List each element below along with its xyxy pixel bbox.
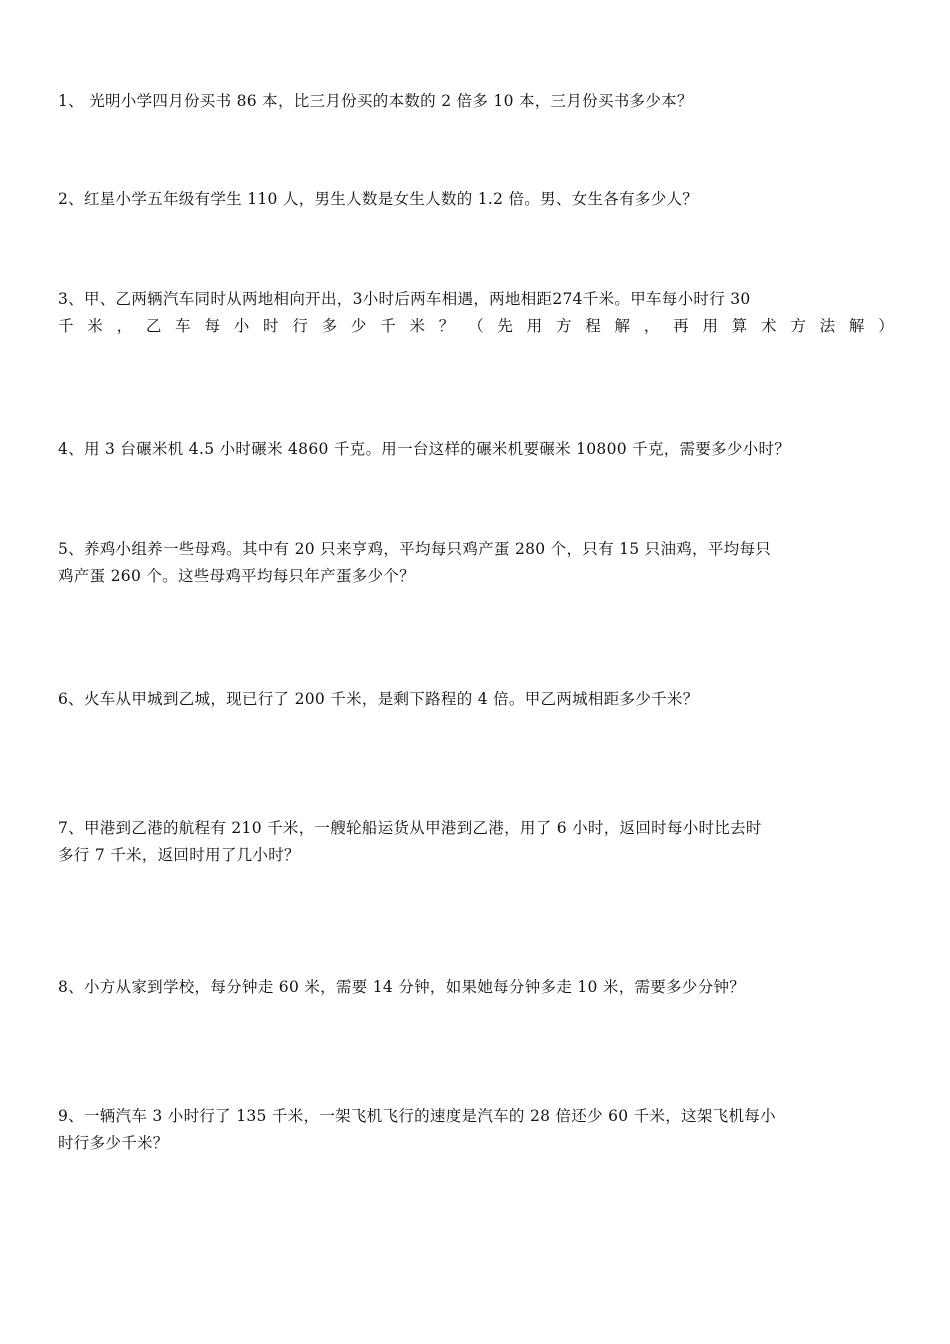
problem-4-line-1: 4、用 3 台碾米机 4.5 小时碾米 4860 千克。用一台这样的碾米机要碾米 10800 千克，需要多少小时？	[58, 440, 791, 458]
problem-1-line-1: 1、 光明小学四月份买书 86 本，比三月份买的本数的 2 倍多 10 本，三月份买书多少本？	[58, 92, 693, 110]
problem-3-line-2: 千 米 ， 乙 车 每 小 时 行 多 少 千 米 ？ （ 先 用 方 程 解 ， 再 用 算 术 方 法 解 ）	[58, 317, 894, 335]
problem-9-line-2: 时行多少千米？	[58, 1134, 169, 1152]
problem-5-line-1: 5、养鸡小组养一些母鸡。其中有 20 只来亨鸡，平均每只鸡产蛋 280 个，只有 15 只油鸡，平均每只	[58, 540, 772, 558]
problem-5-line-2: 鸡产蛋 260 个。这些母鸡平均每只年产蛋多少个？	[58, 567, 415, 585]
problem-1	[58, 88, 894, 115]
problem-7	[58, 815, 894, 869]
problem-7-line-2: 多行 7 千米，返回时用了几小时？	[58, 846, 300, 864]
problem-2	[58, 186, 894, 213]
problem-3	[58, 286, 894, 340]
problem-4	[58, 436, 894, 463]
problem-6-line-1: 6、火车从甲城到乙城，现已行了 200 千米，是剩下路程的 4 倍。甲乙两城相距多少千米？	[58, 690, 699, 708]
problem-5	[58, 536, 894, 590]
problem-9-line-1: 9、一辆汽车 3 小时行了 135 千米，一架飞机飞行的速度是汽车的 28 倍还少 60 千米，这架飞机每小	[58, 1107, 776, 1125]
problem-9	[58, 1103, 894, 1157]
problem-6	[58, 686, 894, 713]
problem-3-line-1: 3、甲、乙两辆汽车同时从两地相向开出，3小时后两车相遇，两地相距274千米。甲车每小时行 30	[58, 290, 751, 308]
problem-8-line-1: 8、小方从家到学校，每分钟走 60 米，需要 14 分钟，如果她每分钟多走 10 米，需要多少分钟？	[58, 978, 746, 996]
problem-8	[58, 974, 894, 1001]
problem-7-line-1: 7、甲港到乙港的航程有 210 千米，一艘轮船运货从甲港到乙港，用了 6 小时，返回时每小时比去时	[58, 819, 762, 837]
problem-2-line-1: 2、红星小学五年级有学生 110 人，男生人数是女生人数的 1.2 倍。男、女生各有多少人？	[58, 190, 699, 208]
